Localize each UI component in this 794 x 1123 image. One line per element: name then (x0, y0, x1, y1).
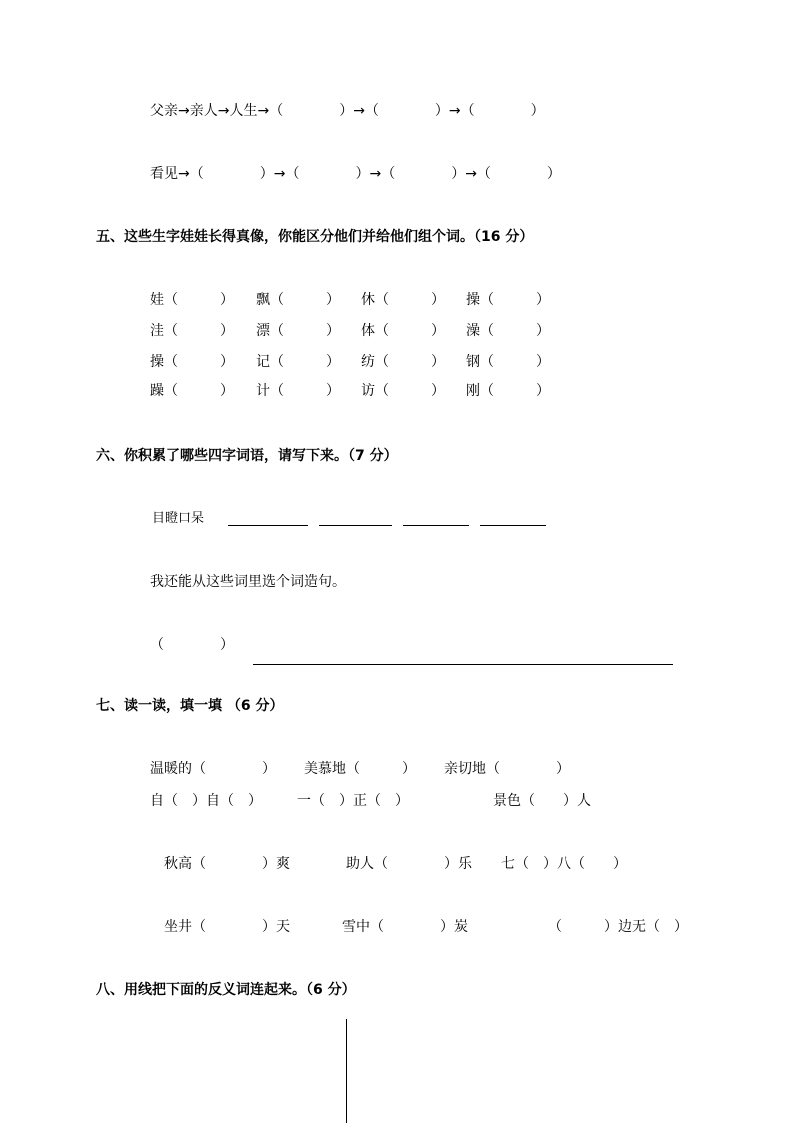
section-6-heading: 六、你积累了哪些四字词语，请写下来。（7 分） (96, 448, 398, 464)
chain-row-1: 父亲→亲人→人生→（ ）→（ ）→（ ） (150, 103, 545, 119)
example-idiom: 目瞪口呆 (152, 511, 205, 526)
char-cell: 操（ ） (466, 292, 550, 308)
char-cell: 休（ ） (361, 292, 445, 308)
char-cell: 飘（ ） (256, 292, 340, 308)
fill-item: 自（ ）自（ ） (150, 793, 262, 809)
char-cell: 体（ ） (361, 323, 445, 339)
chain-row-2: 看见→（ ）→（ ）→（ ）→（ ） (150, 166, 561, 182)
fill-item: 雪中（ ）炭 (342, 919, 468, 935)
answer-blank-2[interactable] (319, 525, 392, 526)
char-cell: 计（ ） (256, 383, 340, 399)
char-cell: 纺（ ） (361, 354, 445, 370)
fill-item: 美慕地（ ） (304, 761, 416, 777)
sentence-prompt: 我还能从这些词里选个词造句。 (150, 574, 346, 590)
fill-item: 亲切地（ ） (444, 761, 570, 777)
section-7-heading: 七、读一读，填一填 （6 分） (96, 698, 284, 714)
fill-item: 坐井（ ）天 (164, 919, 290, 935)
answer-blank-4[interactable] (480, 525, 546, 526)
section-8-heading: 八、用线把下面的反义词连起来。（6 分） (96, 982, 356, 998)
fill-item: 一（ ）正（ ） (297, 793, 409, 809)
char-cell: 澡（ ） (466, 323, 550, 339)
fill-item: 温暖的（ ） (150, 761, 276, 777)
answer-blank-1[interactable] (228, 525, 308, 526)
char-cell: 钢（ ） (466, 354, 550, 370)
fill-item: 秋高（ ）爽 (164, 856, 290, 872)
char-cell: 访（ ） (361, 383, 445, 399)
fill-item: （ ）边无（ ） (548, 919, 688, 935)
center-divider (346, 1019, 347, 1123)
char-cell: 躁（ ） (150, 383, 234, 399)
fill-item: 景色（ ）人 (493, 793, 591, 809)
char-cell: 刚（ ） (466, 383, 550, 399)
char-cell: 洼（ ） (150, 323, 234, 339)
char-cell: 娃（ ） (150, 292, 234, 308)
char-cell: 记（ ） (256, 354, 340, 370)
char-cell: 操（ ） (150, 354, 234, 370)
char-cell: 漂（ ） (256, 323, 340, 339)
fill-item: 七（ ）八（ ） (501, 856, 627, 872)
answer-blank-3[interactable] (403, 525, 469, 526)
fill-item: 助人（ ）乐 (346, 856, 472, 872)
sentence-line[interactable] (253, 664, 673, 665)
chosen-word-paren: （ ） (150, 637, 234, 653)
section-5-heading: 五、这些生字娃娃长得真像，你能区分他们并给他们组个词。（16 分） (96, 229, 534, 245)
